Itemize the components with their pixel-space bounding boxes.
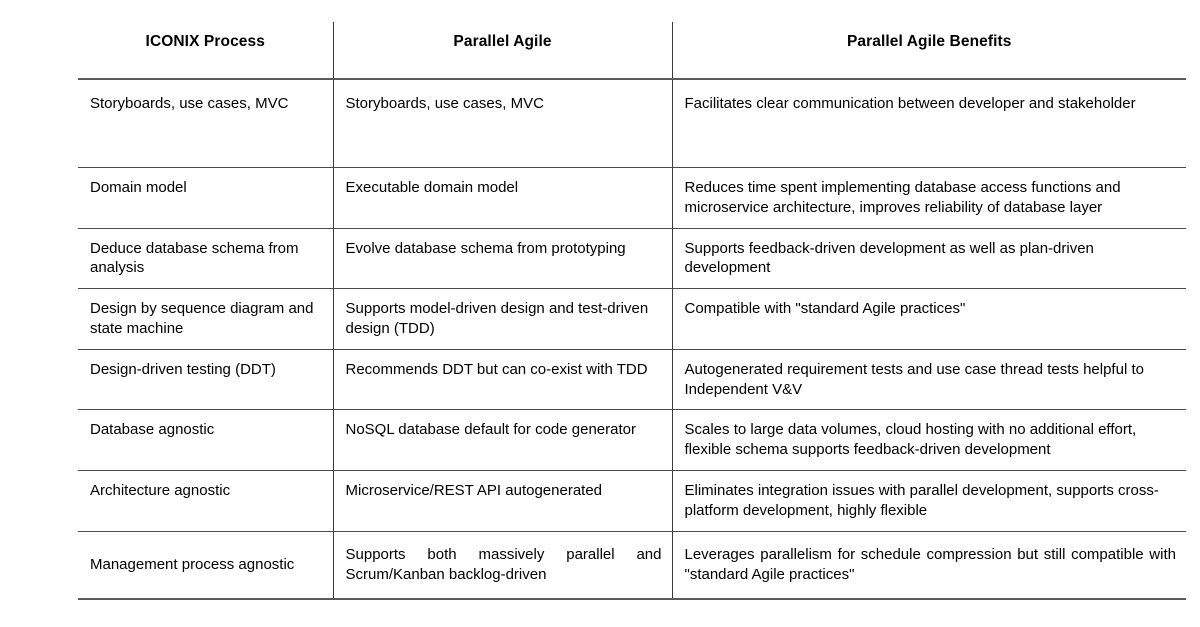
cell-iconix-process (78, 228, 333, 289)
cell-iconix-process (78, 470, 333, 531)
cell-text: Microservice/REST API autogenerated (345, 481, 603, 499)
cell-text: Storyboards, use cases, MVC (345, 95, 544, 112)
cell-text: Deduce database schema from analysis (90, 239, 299, 277)
cell-parallel-agile (333, 228, 672, 289)
cell-iconix-process (78, 79, 333, 168)
cell-parallel-agile (333, 79, 672, 168)
cell-text: Storyboards, use cases, MVC (90, 95, 289, 112)
cell-parallel-agile-benefits (672, 168, 1186, 229)
cell-text: Recommends DDT but can co-exist with TDD (345, 360, 648, 378)
cell-parallel-agile-benefits (672, 79, 1186, 168)
iconix-parallel-agile-comparison-table (78, 22, 1186, 600)
cell-text: Evolve database schema from prototyping (345, 239, 626, 257)
cell-iconix-process (78, 168, 333, 229)
cell-parallel-agile (333, 531, 672, 599)
cell-text: Supports feedback-driven development as well as plan-driven development (684, 239, 1094, 277)
cell-text: Design by sequence diagram and state machine (90, 300, 314, 337)
cell-text: Domain model (90, 179, 187, 196)
table-row (78, 349, 1186, 410)
cell-text: Compatible with "standard Agile practices" (684, 300, 966, 318)
table-header (78, 22, 1186, 79)
cell-text: Leverages parallelism for schedule compression but still compatible with "standard Agile practices" (684, 545, 1176, 583)
column-header-iconix-process: ICONIX Process (78, 22, 333, 79)
cell-text: Autogenerated requirement tests and use case thread tests helpful to Independent V&V (684, 360, 1144, 398)
cell-parallel-agile-benefits (672, 349, 1186, 410)
header-row (78, 22, 1186, 79)
cell-iconix-process (78, 531, 333, 599)
cell-parallel-agile-benefits (672, 410, 1186, 471)
cell-parallel-agile (333, 410, 672, 471)
cell-text: Database agnostic (90, 421, 215, 439)
table-row (78, 531, 1186, 599)
cell-iconix-process (78, 289, 333, 350)
cell-parallel-agile (333, 470, 672, 531)
table-row (78, 168, 1186, 229)
cell-iconix-process (78, 410, 333, 471)
cell-text: Supports model-driven design and test-driven design (TDD) (345, 300, 649, 337)
table-row (78, 79, 1186, 168)
cell-text: Architecture agnostic (90, 481, 231, 499)
cell-parallel-agile-benefits (672, 289, 1186, 350)
cell-parallel-agile (333, 168, 672, 229)
cell-parallel-agile (333, 289, 672, 350)
table-row (78, 289, 1186, 350)
cell-text: Reduces time spent implementing database access functions and microservice architecture, improves reliability of database layer (684, 179, 1121, 216)
cell-iconix-process (78, 349, 333, 410)
cell-text: Supports both massively parallel and Scrum/Kanban backlog-driven (345, 545, 662, 583)
cell-parallel-agile (333, 349, 672, 410)
cell-text: Scales to large data volumes, cloud hosting with no additional effort, flexible schema supports feedback-driven development (684, 421, 1137, 459)
table-body (78, 79, 1186, 599)
column-header-parallel-agile: Parallel Agile (333, 22, 672, 79)
table-row (78, 470, 1186, 531)
cell-text: Management process agnostic (90, 555, 295, 573)
cell-text: Executable domain model (345, 179, 519, 196)
cell-parallel-agile-benefits (672, 531, 1186, 599)
cell-text: Design-driven testing (DDT) (90, 360, 276, 378)
cell-parallel-agile-benefits (672, 470, 1186, 531)
cell-text: NoSQL database default for code generator (345, 421, 636, 439)
cell-parallel-agile-benefits (672, 228, 1186, 289)
table-row (78, 228, 1186, 289)
cell-text: Facilitates clear communication between developer and stakeholder (684, 95, 1136, 112)
column-header-parallel-agile-benefits: Parallel Agile Benefits (672, 22, 1186, 79)
table-row (78, 410, 1186, 471)
cell-text: Eliminates integration issues with parallel development, supports cross-platform development, highly flexible (684, 481, 1159, 519)
